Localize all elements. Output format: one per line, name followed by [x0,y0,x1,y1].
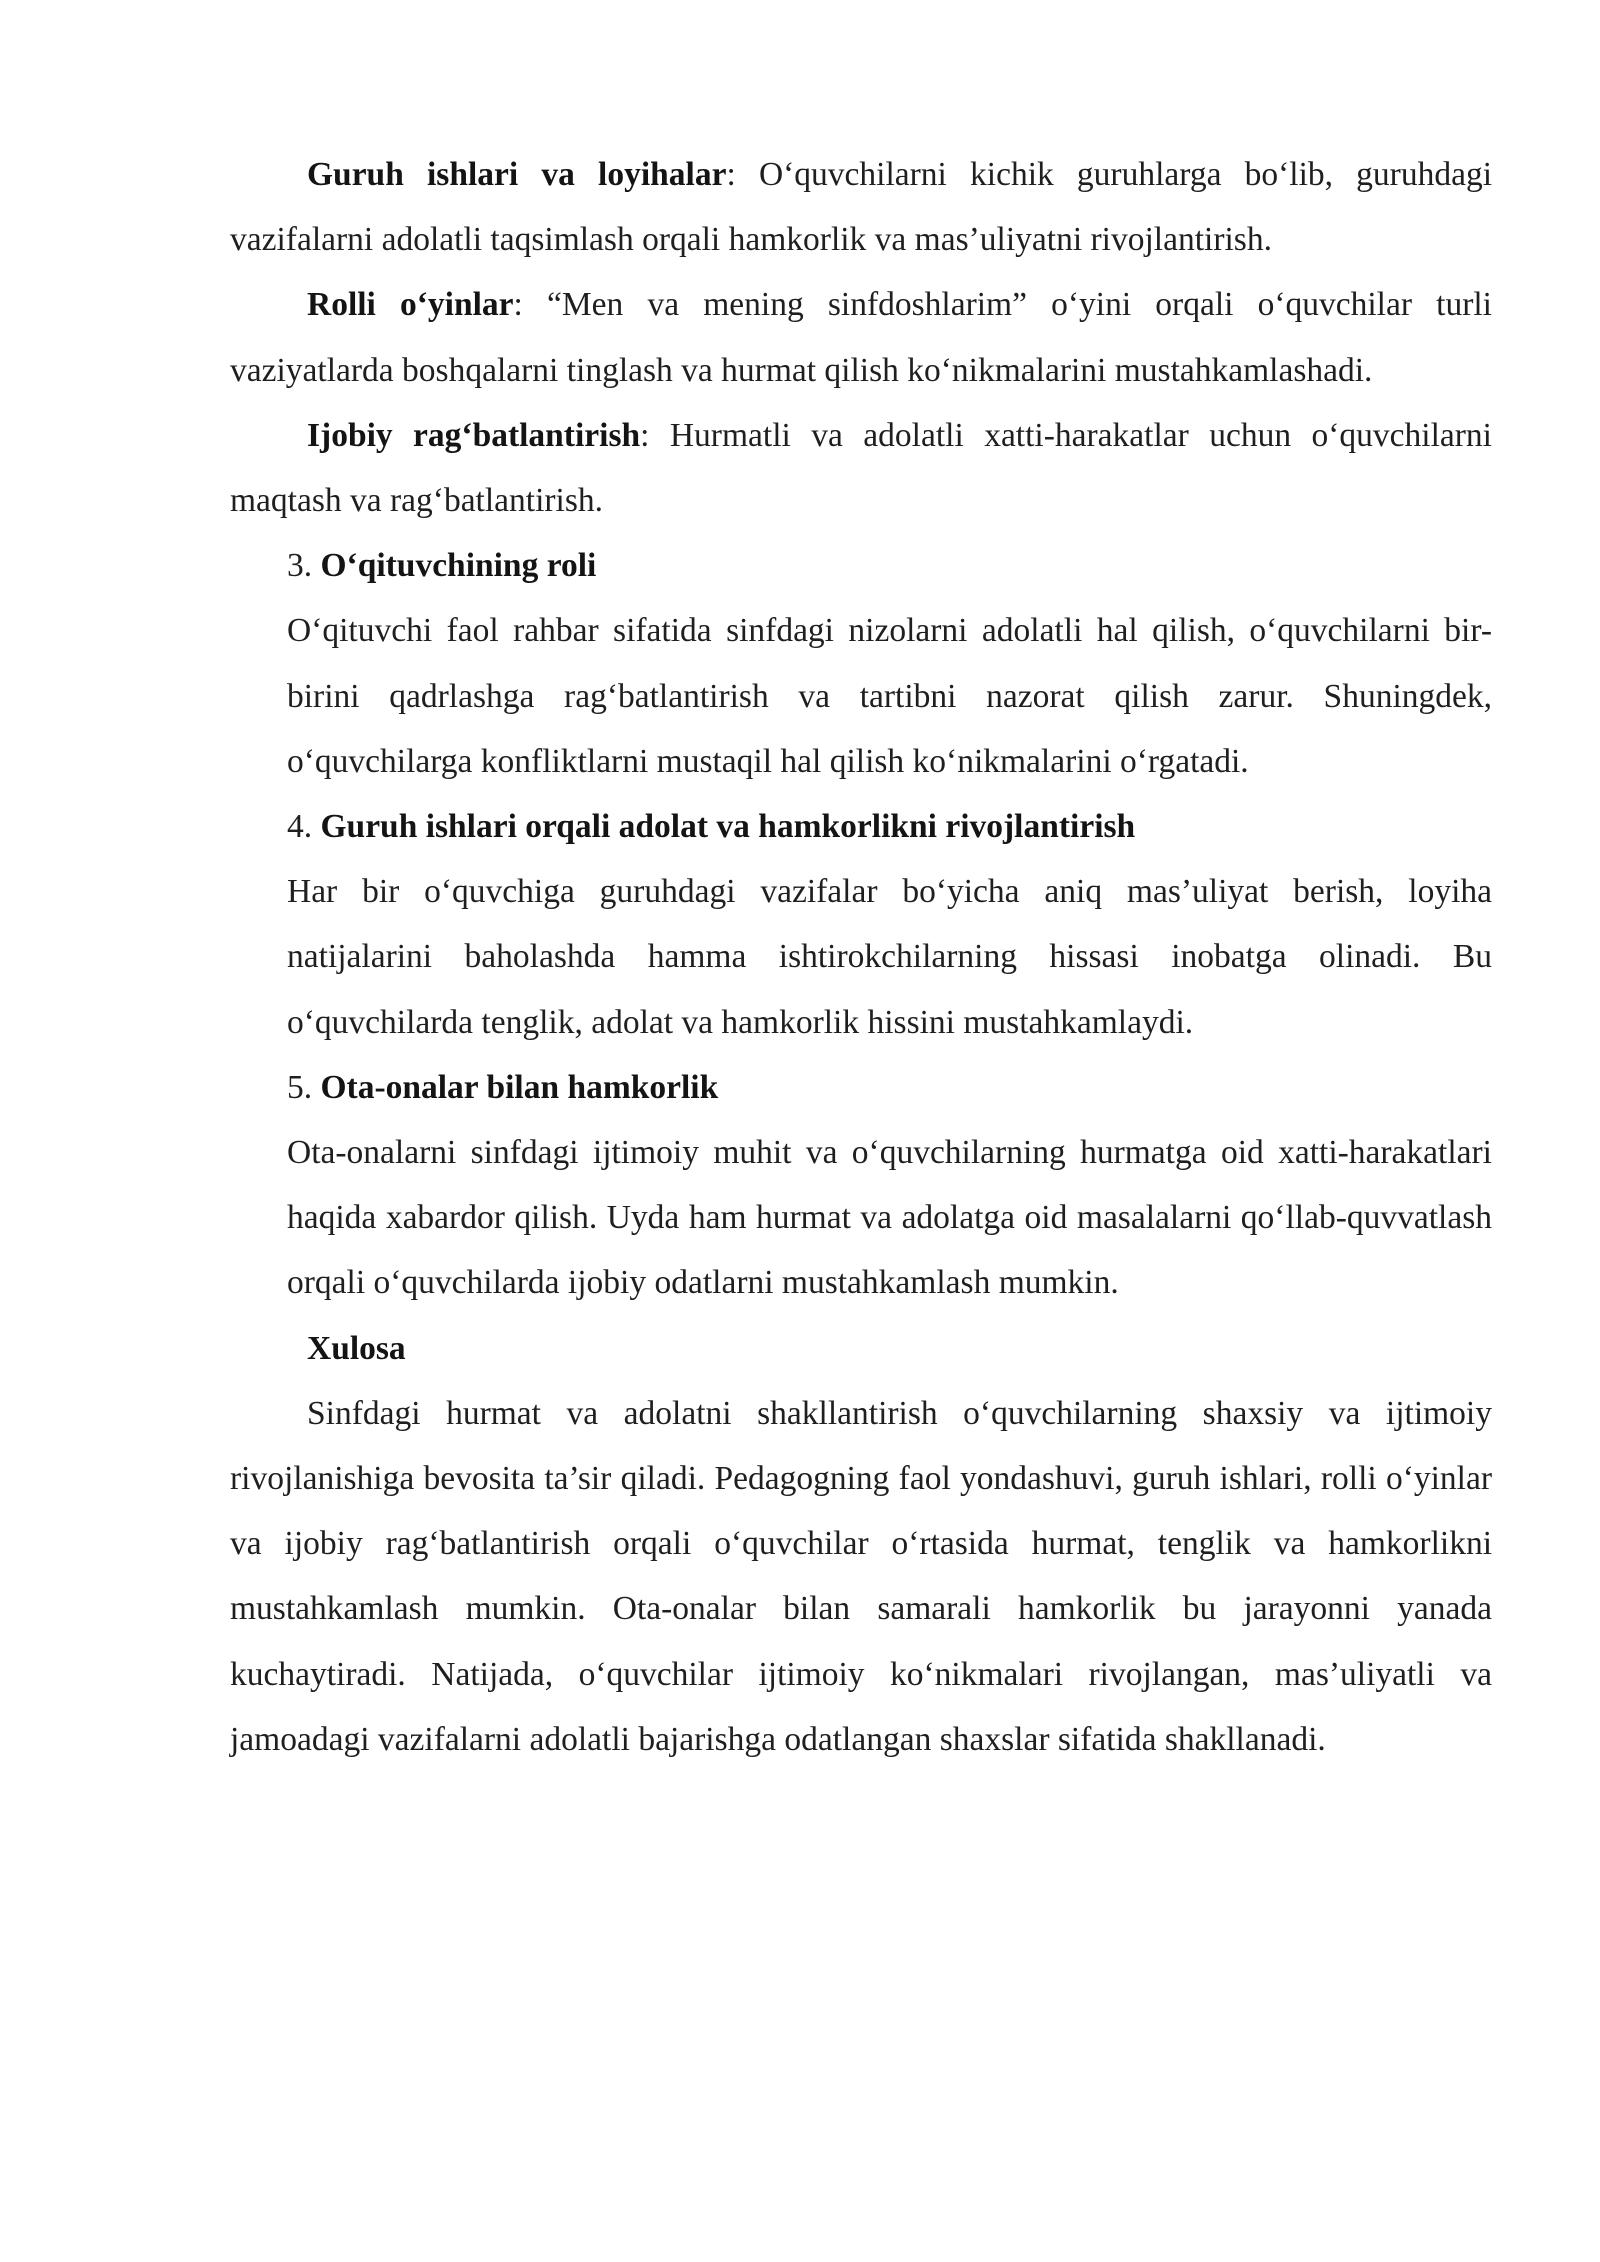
section-body-parents: Ota-onalarni sinfdagi ijtimoiy muhit va o‘quvchilarning hurmatga oid xatti-harakatlari haqida xabardor qilish. Uyda ham hurmat va adolatga oid masalalarni qo‘llab-quvvatlash orqali o‘quvchilarda ijobiy odatlarni mustahkamlash mumkin. [287,1134,1492,1302]
paragraph-text: : Hurmatli va adolatli xatti-harakatlar uchun o‘quvchilarni maqtash va rag‘batlantirish. [230,416,1492,520]
section-body-group-fairness: Har bir o‘quvchiga guruhdagi vazifalar bo‘yicha aniq mas’uliyat berish, loyiha natijalarini baholashda hamma ishtirokchilarning hissasi inobatga olinadi. Bu o‘quvchilarda tenglik, adolat va hamkorlik hissini mustahkamlaydi. [287,873,1492,1041]
section-title: O‘qituvchining roli [320,547,597,585]
paragraph-positive-reinforcement [230,403,1492,533]
section-number: 4. [287,808,321,846]
section-number: 3. [287,547,321,585]
conclusion-body: Sinfdagi hurmat va adolatni shakllantirish o‘quvchilarning shaxsiy va ijtimoiy rivojlanishiga bevosita ta’sir qiladi. Pedagogning faol yondashuvi, guruh ishlari, rolli o‘yinlar va ijobiy rag‘batlantirish orqali o‘quvchilar o‘rtasida hurmat, tenglik va hamkorlikni mustahkamlash mumkin. Ota-onalar bilan samarali hamkorlik bu jarayonni yanada kuchaytiradi. Natijada, o‘quvchilar ijtimoiy ko‘nikmalari rivojlangan, mas’uliyatli va jamoadagi vazifalarni adolatli bajarishga odatlangan shaxslar sifatida shakllanadi. [230,1394,1492,1758]
conclusion-title: Xulosa [307,1329,406,1367]
section-title: Ota-onalar bilan hamkorlik [320,1068,719,1106]
term-group-work: Guruh ishlari va loyihalar [307,156,727,193]
section-heading-group-fairness [230,794,1492,859]
section-number: 5. [287,1068,321,1106]
conclusion-heading [230,1316,1492,1381]
paragraph-text: : O‘quvchilarni kichik guruhlarga bo‘lib, guruhdagi vazifalarni adolatli taqsimlash orqali hamkorlik va mas’uliyatni rivojlantirish. [230,156,1493,259]
paragraph-text: : “Men va mening sinfdoshlarim” o‘yini orqali o‘quvchilar turli vaziyatlarda boshqalarni tinglash va hurmat qilish ko‘nikmalarini mustahkamlashadi. [230,286,1492,389]
section-title: Guruh ishlari orqali adolat va hamkorlikni rivojlantirish [320,808,1136,846]
section-heading-teacher-role [230,533,1492,598]
document-body [230,142,1492,1772]
paragraph-group-work [230,142,1492,272]
section-body-teacher-role: O‘qituvchi faol rahbar sifatida sinfdagi nizolarni adolatli hal qilish, o‘quvchilarni bir-birini qadrlashga rag‘batlantirish va tartibni nazorat qilish zarur. Shuningdek, o‘quvchilarga konfliktlarni mustaqil hal qilish ko‘nikmalarini o‘rgatadi. [287,612,1492,780]
paragraph-role-play [230,272,1492,402]
term-positive-reinforcement: Ijobiy rag‘batlantirish [307,416,641,454]
term-role-play: Rolli o‘yinlar [307,286,514,324]
section-heading-parents [230,1055,1492,1120]
